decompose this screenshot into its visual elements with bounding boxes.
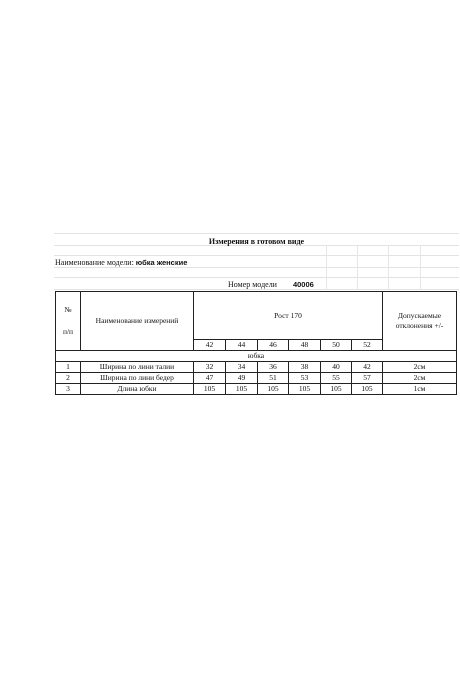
row-value: 47 bbox=[194, 373, 226, 384]
row-value: 32 bbox=[194, 362, 226, 373]
row-value: 34 bbox=[226, 362, 258, 373]
grid-line bbox=[54, 233, 459, 234]
row-value: 55 bbox=[321, 373, 352, 384]
row-value: 105 bbox=[258, 384, 289, 395]
model-name-label: Наименование модели: bbox=[55, 258, 134, 267]
document-title: Измерения в готовом виде bbox=[208, 237, 305, 246]
grid-line bbox=[420, 245, 421, 289]
table-row bbox=[56, 373, 457, 384]
model-name-line bbox=[55, 258, 187, 267]
row-value: 105 bbox=[321, 384, 352, 395]
model-number-label: Номер модели bbox=[228, 280, 277, 289]
model-name-value: юбка женские bbox=[135, 258, 188, 267]
model-number-value: 40006 bbox=[292, 280, 314, 289]
tolerance-header-line1: Допускаемые bbox=[397, 311, 442, 320]
row-value: 36 bbox=[258, 362, 289, 373]
row-value: 38 bbox=[289, 362, 321, 373]
grid-line bbox=[388, 245, 389, 289]
num-header bbox=[56, 292, 81, 351]
row-number: 2 bbox=[56, 373, 81, 384]
header-row bbox=[56, 292, 457, 340]
row-value: 105 bbox=[226, 384, 258, 395]
row-value: 105 bbox=[289, 384, 321, 395]
row-measurement-name: Ширина по лини талии bbox=[81, 362, 194, 373]
size-cell: 44 bbox=[226, 340, 258, 351]
row-value: 49 bbox=[226, 373, 258, 384]
row-number: 3 bbox=[56, 384, 81, 395]
grid-line bbox=[54, 289, 459, 290]
row-number: 1 bbox=[56, 362, 81, 373]
model-number-line bbox=[228, 280, 314, 289]
row-measurement-name: Длина юбки bbox=[81, 384, 194, 395]
grid-line bbox=[54, 277, 459, 278]
row-tolerance: 1см bbox=[383, 384, 457, 395]
grid-line bbox=[357, 245, 358, 289]
row-measurement-name: Ширина по лини бедер bbox=[81, 373, 194, 384]
size-cell: 52 bbox=[352, 340, 383, 351]
measurement-name-header: Наименование измерений bbox=[81, 292, 194, 351]
num-header-line1: № bbox=[64, 305, 72, 314]
row-value: 42 bbox=[352, 362, 383, 373]
row-tolerance: 2см bbox=[383, 373, 457, 384]
tolerance-header bbox=[383, 292, 457, 351]
grid-line bbox=[326, 245, 327, 289]
size-cell: 42 bbox=[194, 340, 226, 351]
row-value: 105 bbox=[194, 384, 226, 395]
row-value: 53 bbox=[289, 373, 321, 384]
table-row bbox=[56, 384, 457, 395]
row-value: 105 bbox=[352, 384, 383, 395]
row-tolerance: 2см bbox=[383, 362, 457, 373]
grid-line bbox=[54, 267, 459, 268]
size-cell: 48 bbox=[289, 340, 321, 351]
row-value: 40 bbox=[321, 362, 352, 373]
row-value: 51 bbox=[258, 373, 289, 384]
grid-line bbox=[54, 255, 459, 256]
tolerance-header-line2: отклонения +/- bbox=[395, 321, 444, 330]
table-row bbox=[56, 362, 457, 373]
size-cell: 50 bbox=[321, 340, 352, 351]
section-label: юбка bbox=[56, 351, 457, 362]
section-row bbox=[56, 351, 457, 362]
measurements-table bbox=[55, 291, 457, 395]
row-value: 57 bbox=[352, 373, 383, 384]
num-header-line2: п/п bbox=[62, 327, 74, 336]
size-cell: 46 bbox=[258, 340, 289, 351]
height-header: Рост 170 bbox=[194, 292, 383, 340]
